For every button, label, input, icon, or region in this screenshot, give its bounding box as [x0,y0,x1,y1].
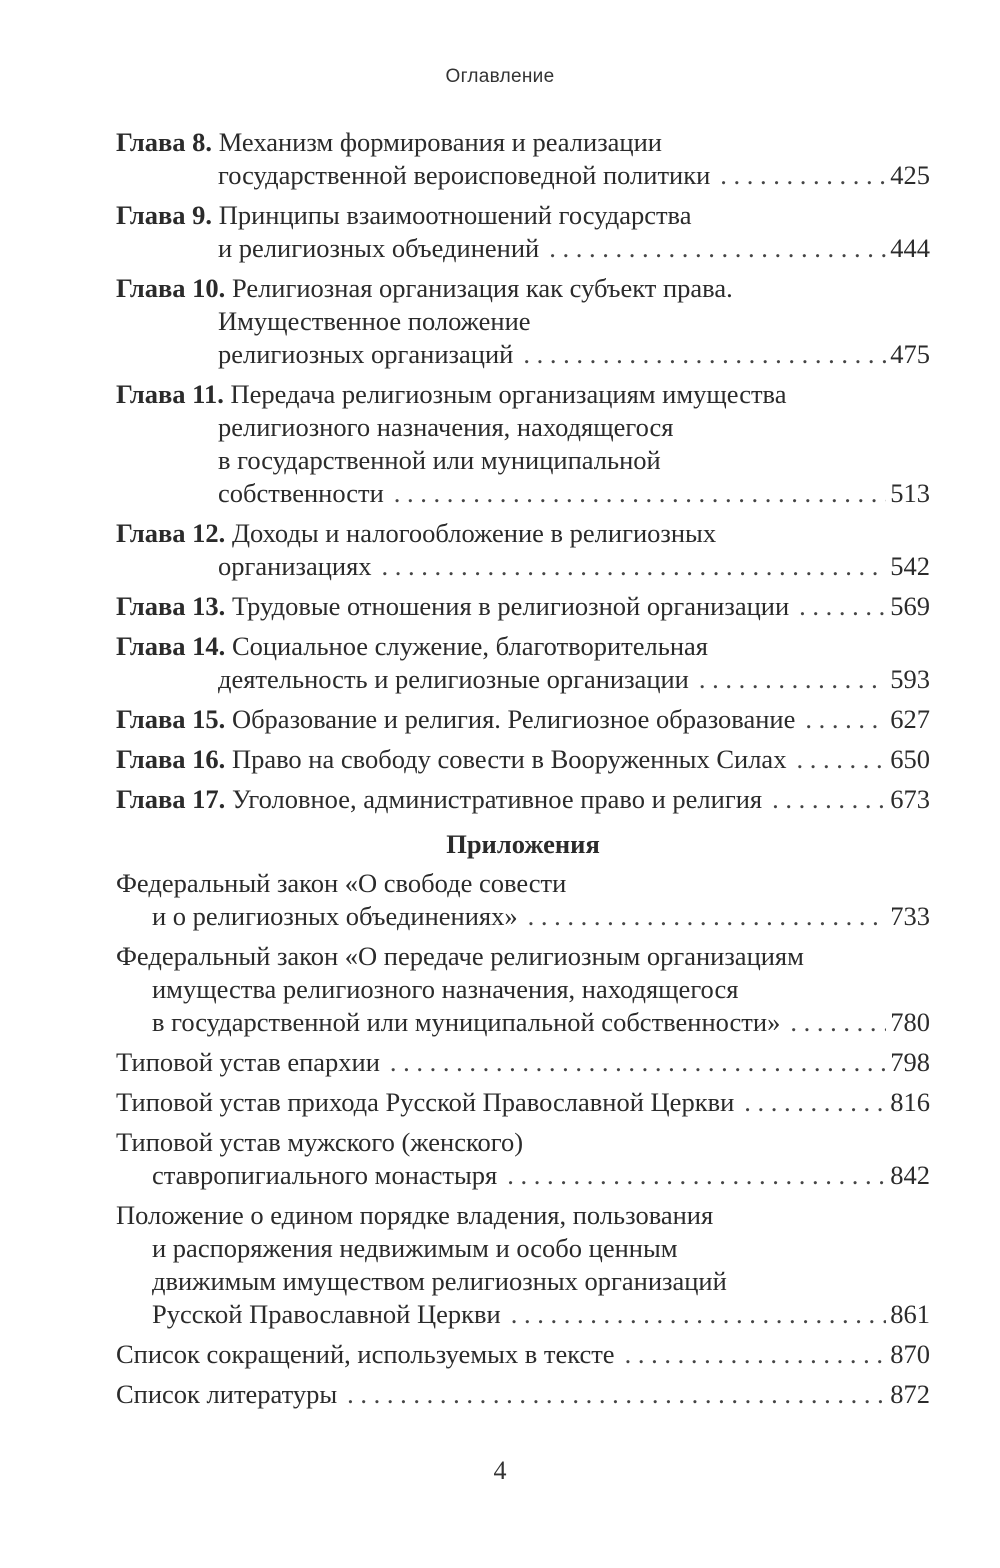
toc-entry-text: и религиозных объединений [218,233,540,263]
toc-entry-last-line [116,477,930,510]
toc-entry-chapter [116,783,930,816]
toc-entry-text: религиозных организаций [218,339,514,369]
page-number: 4 [493,1456,507,1485]
chapter-number: Глава 12. [116,518,226,548]
toc-page-number: 444 [890,233,930,263]
toc-entry-text: религиозного назначения, находящегося [218,412,674,442]
toc-entry-chapter [116,517,930,583]
toc-entry-text: Передача религиозным организациям имущества [230,379,787,409]
dot-leader [523,338,886,371]
toc-entry-text: деятельность и религиозные организации [218,664,689,694]
toc-page-number: 650 [890,744,930,774]
toc-entry-appendix [116,1126,930,1192]
dot-leader [790,1006,886,1039]
toc-entry-last-line [116,590,930,623]
toc-entry-last-line [116,1159,930,1192]
toc-entry-chapter [116,126,930,192]
toc-entry-appendix [116,867,930,933]
toc-entry-line: Положение о едином порядке владения, пользования [116,1200,714,1230]
table-of-contents [116,126,930,1418]
toc-entry-title [116,590,789,623]
running-head: Оглавление [445,66,555,87]
chapter-list [116,126,930,816]
toc-entry-last-line [116,703,930,736]
dot-leader [625,1338,887,1371]
toc-entry-line: и распоряжения недвижимым и особо ценным [152,1233,678,1263]
toc-entry-chapter [116,378,930,510]
dot-leader [507,1159,886,1192]
toc-entry-line [116,305,930,338]
toc-entry-line: Типовой устав мужского (женского) [116,1127,524,1157]
toc-page-number: 861 [890,1299,930,1329]
toc-entry-text: Принципы взаимоотношений государства [218,200,692,230]
toc-page-number: 816 [890,1087,930,1117]
toc-entry-last-line [116,743,930,776]
toc-entry-text: Список сокращений, используемых в тексте [116,1339,615,1369]
toc-entry-line [116,444,930,477]
toc-entry-line [116,517,930,550]
toc-entry-appendix [116,1046,930,1079]
toc-entry-line [116,272,930,305]
dot-leader [720,159,886,192]
toc-entry-text: Типовой устав прихода Русской Православной Церкви [116,1087,735,1117]
toc-entry-text: Социальное служение, благотворительная [231,631,708,661]
toc-entry-text: собственности [218,478,384,508]
toc-entry-text: Религиозная организация как субъект права. [231,273,733,303]
toc-entry-title [116,743,786,776]
toc-page-number: 733 [890,901,930,931]
toc-page-number: 673 [890,784,930,814]
toc-entry-last-line [116,1046,930,1079]
toc-entry-line [116,199,930,232]
toc-entry-last-line [116,159,930,192]
toc-entry-text: Трудовые отношения в религиозной организации [231,591,790,621]
toc-entry-line: Федеральный закон «О свободе совести [116,868,567,898]
dot-leader [347,1378,886,1411]
dot-leader [528,900,887,933]
toc-entry-text: Список литературы [116,1379,338,1409]
toc-entry-appendix [116,1378,930,1411]
toc-page-number: 475 [890,339,930,369]
toc-entry-title [116,703,795,736]
toc-page-number: 872 [890,1379,930,1409]
toc-entry-text: в государственной или муниципальной собственности» [152,1007,781,1037]
toc-entry-last-line [116,663,930,696]
chapter-number: Глава 13. [116,591,226,621]
toc-page-number: 842 [890,1160,930,1190]
toc-entry-text: Право на свободу совести в Вооруженных Силах [231,744,787,774]
toc-page-number: 627 [890,704,930,734]
dot-leader [796,743,886,776]
toc-entry-text: Уголовное, административное право и религия [231,784,763,814]
toc-entry-text: Русской Православной Церкви [152,1299,501,1329]
toc-entry-chapter [116,272,930,371]
toc-page-number: 798 [890,1047,930,1077]
dot-leader [511,1298,887,1331]
toc-entry-line [116,411,930,444]
toc-entry-appendix [116,1199,930,1331]
toc-entry-line [116,378,930,411]
toc-entry-text: в государственной или муниципальной [218,445,661,475]
toc-entry-chapter [116,743,930,776]
dot-leader [772,783,886,816]
toc-entry-line: движимым имуществом религиозных организаций [152,1266,727,1296]
toc-entry-text: государственной вероисповедной политики [218,160,711,190]
toc-entry-appendix [116,1338,930,1371]
chapter-number: Глава 9. [116,200,213,230]
toc-page-number: 513 [890,478,930,508]
toc-entry-last-line [116,1378,930,1411]
toc-entry-last-line [116,338,930,371]
toc-page-number: 569 [890,591,930,621]
toc-entry-appendix [116,940,930,1039]
toc-entry-last-line [116,783,930,816]
chapter-number: Глава 11. [116,379,224,409]
dot-leader [744,1086,886,1119]
toc-entry-line: Федеральный закон «О передаче религиозным организациям [116,941,804,971]
toc-entry-appendix [116,1086,930,1119]
toc-entry-line: имущества религиозного назначения, находящегося [152,974,739,1004]
toc-entry-last-line [116,1086,930,1119]
toc-entry-text: и о религиозных объединениях» [152,901,518,931]
toc-page-number: 780 [890,1007,930,1037]
toc-entry-last-line [116,1298,930,1331]
toc-entry-title [116,783,762,816]
dot-leader [394,477,886,510]
chapter-number: Глава 17. [116,784,226,814]
toc-entry-line [116,630,930,663]
toc-page-number: 425 [890,160,930,190]
chapter-number: Глава 10. [116,273,226,303]
toc-entry-last-line [116,232,930,265]
chapter-number: Глава 15. [116,704,226,734]
dot-leader [390,1046,886,1079]
toc-entry-last-line [116,1006,930,1039]
toc-entry-chapter [116,703,930,736]
toc-entry-last-line [116,1338,930,1371]
toc-entry-text: Доходы и налогообложение в религиозных [231,518,717,548]
chapter-number: Глава 14. [116,631,226,661]
dot-leader [382,550,887,583]
appendix-section-title: Приложения [446,829,600,859]
dot-leader [799,590,886,623]
toc-entry-last-line [116,900,930,933]
toc-entry-text: ставропигиального монастыря [152,1160,498,1190]
chapter-number: Глава 8. [116,127,213,157]
toc-entry-text: Образование и религия. Религиозное образование [231,704,796,734]
toc-entry-chapter [116,199,930,265]
dot-leader [549,232,886,265]
toc-entry-chapter [116,590,930,623]
toc-page-number: 870 [890,1339,930,1369]
appendix-list [116,867,930,1411]
toc-entry-chapter [116,630,930,696]
toc-entry-text: Механизм формирования и реализации [218,127,662,157]
toc-page-number: 542 [890,551,930,581]
toc-entry-text: Имущественное положение [218,306,531,336]
dot-leader [805,703,886,736]
toc-entry-last-line [116,550,930,583]
toc-page-number: 593 [890,664,930,694]
toc-entry-line [116,126,930,159]
toc-entry-text: Типовой устав епархии [116,1047,380,1077]
chapter-number: Глава 16. [116,744,226,774]
toc-entry-text: организациях [218,551,372,581]
dot-leader [699,663,886,696]
